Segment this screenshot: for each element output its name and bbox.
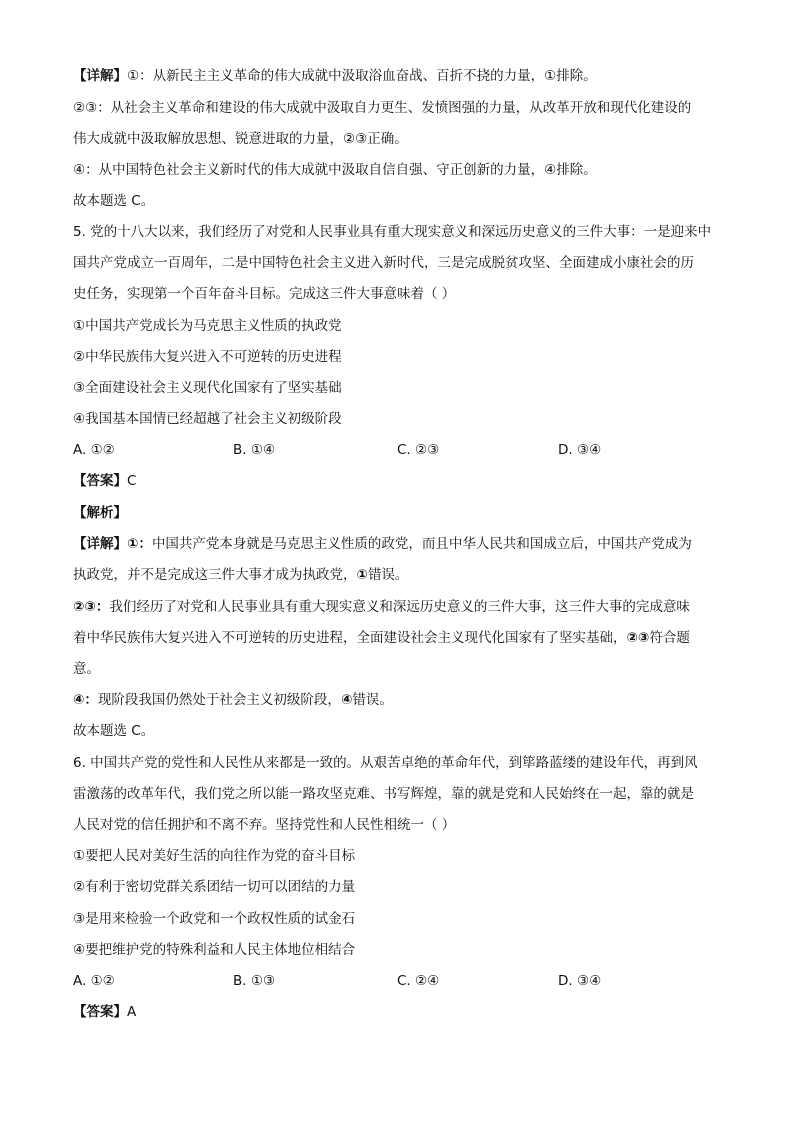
q5-option-a: A. ①② [73,442,115,458]
q6-answer-line [73,1003,136,1021]
q6-item-4: ④要把维护党的特殊利益和人民主体地位相结合 [73,942,356,958]
q5-item-1: ①中国共产党成长为马克思主义性质的执政党 [73,318,342,334]
q5-item-4: ④我国基本国情已经超越了社会主义初级阶段 [73,411,342,427]
q5-option-d: D. ③④ [558,442,602,458]
answer-tag: 【答案】 [73,1004,127,1020]
q5-stem-line-1: 5. 党的十八大以来，我们经历了对党和人民事业具有重大现实意义和深远历史意义的三件大事：一是迎来中 [73,224,712,240]
q6-item-3: ③是用来检验一个政党和一个政权性质的试金石 [73,911,356,927]
q6-option-b: B. ①③ [233,973,276,989]
q6-stem-line-3: 人民对党的信任拥护和不离不弃。坚持党性和人民性相统一（ ） [73,817,456,833]
q6-option-a: A. ①② [73,973,115,989]
answer-value: A [127,1004,137,1020]
conclusion-line: 故本题选 C。 [73,193,155,209]
q5-stem-line-3: 史任务，实现第一个百年奋斗目标。完成这三件大事意味着（ ） [73,286,456,302]
q6-item-1: ①要把人民对美好生活的向往作为党的奋斗目标 [73,848,356,864]
q5-detail-line-2: 执政党，并不是完成这三件大事才成为执政党，①错误。 [73,567,409,583]
answer-value: C [127,473,137,489]
detail-line-2: ②③：从社会主义革命和建设的伟大成就中汲取自力更生、发愤图强的力量，从改革开放和现代化建设的 [73,100,692,116]
detail-tag: 【详解】 [73,536,127,552]
q5-conclusion-line: 故本题选 C。 [73,723,155,739]
q5-answer-line [73,472,136,490]
q5-item-3: ③全面建设社会主义现代化国家有了坚实基础 [73,380,342,396]
q5-item-2: ②中华民族伟大复兴进入不可逆转的历史进程 [73,349,342,365]
q5-option-b: B. ①④ [233,442,276,458]
q6-option-d: D. ③④ [558,973,602,989]
q5-detail-line-6: ④：现阶段我国仍然处于社会主义初级阶段，④错误。 [73,692,393,708]
detail-line-1: 【详解】①：从新民主主义革命的伟大成就中汲取浴血奋战、百折不挠的力量，①排除。 [73,68,597,84]
q5-detail-line-3: ②③：我们经历了对党和人民事业具有重大现实意义和深远历史意义的三件大事，这三件大事的完成意味 [73,599,690,615]
q6-stem-line-1: 6. 中国共产党的党性和人民性从来都是一致的。从艰苦卓绝的革命年代，到筚路蓝缕的建设年代，再到风 [73,755,698,771]
detail-line-3: 伟大成就中汲取解放思想、锐意进取的力量，②③正确。 [73,131,408,147]
q5-option-c: C. ②③ [397,442,440,458]
q6-item-2: ②有利于密切党群关系团结一切可以团结的力量 [73,879,356,895]
q5-detail-line-5: 意。 [73,661,100,677]
q5-detail-line-4: 着中华民族伟大复兴进入不可逆转的历史进程，全面建设社会主义现代化国家有了坚实基础，②③符合题 [73,630,690,646]
q5-detail-line-1: 【详解】①：中国共产党本身就是马克思主义性质的政党，而且中华人民共和国成立后，中国共产党成为 [73,536,692,552]
answer-tag: 【答案】 [73,473,127,489]
detail-tag: 【详解】 [73,68,127,84]
q6-stem-line-2: 雷激荡的改革年代，我们党之所以能一路攻坚克难、书写辉煌，靠的就是党和人民始终在一起，靠的就是 [73,786,694,802]
q5-stem-line-2: 国共产党成立一百周年，二是中国特色社会主义进入新时代，三是完成脱贫攻坚、全面建成小康社会的历 [73,255,694,271]
q5-analysis-tag: 【解析】 [73,505,127,521]
detail-line-4: ④：从中国特色社会主义新时代的伟大成就中汲取自信自强、守正创新的力量，④排除。 [73,162,597,178]
q6-option-c: C. ②④ [397,973,440,989]
